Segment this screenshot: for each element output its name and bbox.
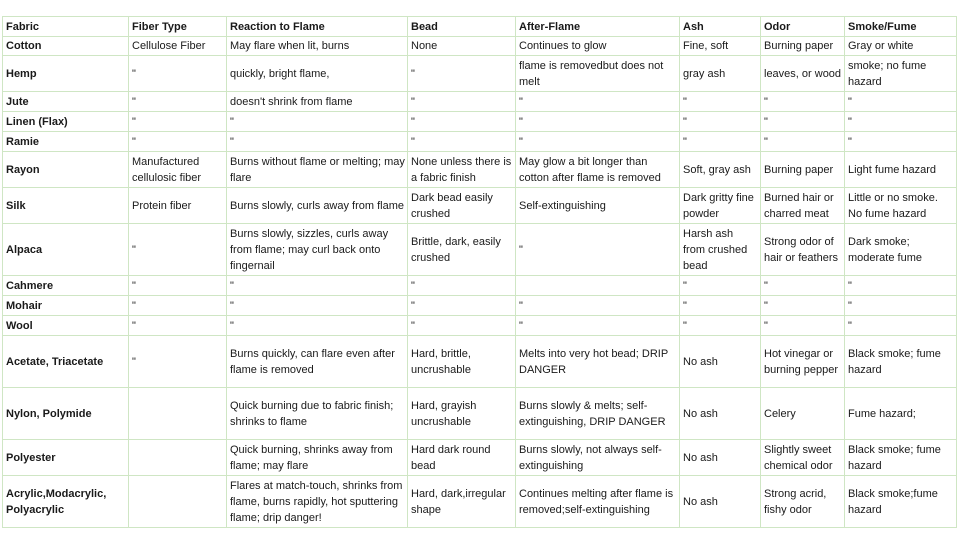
table-row (3, 112, 957, 132)
cell-smoke: " (845, 112, 957, 132)
cell-bead: Hard, grayish uncrushable (408, 388, 516, 440)
cell-reaction: " (227, 112, 408, 132)
cell-ash: No ash (680, 476, 761, 528)
cell-reaction: doesn't shrink from flame (227, 92, 408, 112)
cell-reaction: " (227, 276, 408, 296)
cell-fiber-type: " (129, 132, 227, 152)
cell-after-flame: Burns slowly, not always self-extinguishing (516, 440, 680, 476)
cell-fiber-type: " (129, 224, 227, 276)
cell-smoke: " (845, 316, 957, 336)
cell-smoke: Light fume hazard (845, 152, 957, 188)
cell-after-flame: flame is removedbut does not melt (516, 56, 680, 92)
cell-odor: " (761, 112, 845, 132)
cell-fabric: Cahmere (3, 276, 129, 296)
cell-smoke: smoke; no fume hazard (845, 56, 957, 92)
cell-reaction: Quick burning due to fabric finish; shrinks to flame (227, 388, 408, 440)
cell-after-flame: " (516, 112, 680, 132)
cell-after-flame: May glow a bit longer than cotton after flame is removed (516, 152, 680, 188)
cell-reaction: Burns slowly, sizzles, curls away from flame; may curl back onto fingernail (227, 224, 408, 276)
cell-smoke: " (845, 276, 957, 296)
cell-fabric: Alpaca (3, 224, 129, 276)
cell-reaction: Quick burning, shrinks away from flame; may flare (227, 440, 408, 476)
header-bead: Bead (408, 17, 516, 37)
cell-ash: " (680, 132, 761, 152)
cell-bead: None unless there is a fabric finish (408, 152, 516, 188)
header-odor: Odor (761, 17, 845, 37)
cell-fiber-type: Manufactured cellulosic fiber (129, 152, 227, 188)
cell-reaction: May flare when lit, burns (227, 37, 408, 56)
cell-bead: None (408, 37, 516, 56)
cell-smoke: " (845, 92, 957, 112)
table-row (3, 336, 957, 388)
cell-ash: " (680, 276, 761, 296)
cell-after-flame: Continues to glow (516, 37, 680, 56)
cell-smoke: Black smoke;fume hazard (845, 476, 957, 528)
cell-odor: Burning paper (761, 152, 845, 188)
cell-after-flame: " (516, 316, 680, 336)
cell-bead: " (408, 132, 516, 152)
cell-bead: Brittle, dark, easily crushed (408, 224, 516, 276)
cell-fiber-type: " (129, 296, 227, 316)
cell-ash: gray ash (680, 56, 761, 92)
table-row (3, 92, 957, 112)
cell-fabric: Cotton (3, 37, 129, 56)
cell-after-flame: " (516, 132, 680, 152)
cell-smoke: " (845, 132, 957, 152)
cell-fiber-type: Cellulose Fiber (129, 37, 227, 56)
cell-after-flame: " (516, 224, 680, 276)
cell-ash: No ash (680, 440, 761, 476)
cell-odor: Burned hair or charred meat (761, 188, 845, 224)
header-ash: Ash (680, 17, 761, 37)
cell-smoke: Little or no smoke. No fume hazard (845, 188, 957, 224)
header-after-flame: After-Flame (516, 17, 680, 37)
cell-fabric: Jute (3, 92, 129, 112)
cell-smoke: " (845, 296, 957, 316)
cell-ash: No ash (680, 388, 761, 440)
header-row (3, 17, 957, 37)
header-fiber-type: Fiber Type (129, 17, 227, 37)
cell-after-flame: Continues melting after flame is removed;self-extinguishing (516, 476, 680, 528)
table-row (3, 440, 957, 476)
cell-fiber-type: " (129, 56, 227, 92)
cell-reaction: " (227, 296, 408, 316)
cell-fabric: Hemp (3, 56, 129, 92)
cell-after-flame: Melts into very hot bead; DRIP DANGER (516, 336, 680, 388)
cell-bead: " (408, 56, 516, 92)
cell-reaction: " (227, 132, 408, 152)
cell-fabric: Acrylic,Modacrylic, Polyacrylic (3, 476, 129, 528)
cell-after-flame: " (516, 296, 680, 316)
cell-smoke: Fume hazard; (845, 388, 957, 440)
table-row (3, 224, 957, 276)
cell-reaction: Burns without flame or melting; may flare (227, 152, 408, 188)
cell-reaction: quickly, bright flame, (227, 56, 408, 92)
cell-fabric: Polyester (3, 440, 129, 476)
cell-odor: Strong odor of hair or feathers (761, 224, 845, 276)
cell-fiber-type (129, 440, 227, 476)
cell-ash: Fine, soft (680, 37, 761, 56)
cell-odor: " (761, 132, 845, 152)
cell-odor: " (761, 276, 845, 296)
cell-reaction: " (227, 316, 408, 336)
cell-after-flame: " (516, 92, 680, 112)
cell-bead: " (408, 112, 516, 132)
cell-bead: " (408, 92, 516, 112)
table-row (3, 132, 957, 152)
cell-odor: " (761, 316, 845, 336)
cell-ash: No ash (680, 336, 761, 388)
cell-odor: Burning paper (761, 37, 845, 56)
table-row (3, 276, 957, 296)
cell-bead: Hard, brittle, uncrushable (408, 336, 516, 388)
cell-odor: leaves, or wood (761, 56, 845, 92)
cell-after-flame: Burns slowly & melts; self-extinguishing, DRIP DANGER (516, 388, 680, 440)
cell-smoke: Gray or white (845, 37, 957, 56)
cell-fiber-type: " (129, 336, 227, 388)
header-fabric: Fabric (3, 17, 129, 37)
table-row (3, 316, 957, 336)
cell-reaction: Flares at match-touch, shrinks from flame, burns rapidly, hot sputtering flame; drip danger! (227, 476, 408, 528)
cell-bead: Hard dark round bead (408, 440, 516, 476)
table-row (3, 296, 957, 316)
cell-after-flame (516, 276, 680, 296)
header-reaction-to-flame: Reaction to Flame (227, 17, 408, 37)
table-row (3, 152, 957, 188)
cell-odor: " (761, 296, 845, 316)
table-row (3, 388, 957, 440)
cell-fiber-type: " (129, 276, 227, 296)
cell-odor: Strong acrid, fishy odor (761, 476, 845, 528)
cell-fabric: Silk (3, 188, 129, 224)
cell-odor: " (761, 92, 845, 112)
cell-odor: Hot vinegar or burning pepper (761, 336, 845, 388)
cell-reaction: Burns quickly, can flare even after flame is removed (227, 336, 408, 388)
cell-fabric: Linen (Flax) (3, 112, 129, 132)
table-row (3, 37, 957, 56)
cell-fabric: Ramie (3, 132, 129, 152)
cell-fiber-type: Protein fiber (129, 188, 227, 224)
cell-fabric: Wool (3, 316, 129, 336)
fabric-burn-test-table (2, 16, 957, 528)
cell-reaction: Burns slowly, curls away from flame (227, 188, 408, 224)
cell-odor: Slightly sweet chemical odor (761, 440, 845, 476)
cell-fiber-type (129, 388, 227, 440)
cell-fiber-type: " (129, 92, 227, 112)
cell-ash: " (680, 92, 761, 112)
cell-fiber-type (129, 476, 227, 528)
cell-fabric: Mohair (3, 296, 129, 316)
cell-smoke: Black smoke; fume hazard (845, 440, 957, 476)
cell-ash: " (680, 112, 761, 132)
cell-bead: " (408, 276, 516, 296)
cell-fiber-type: " (129, 112, 227, 132)
cell-smoke: Dark smoke; moderate fume (845, 224, 957, 276)
cell-fiber-type: " (129, 316, 227, 336)
table-row (3, 56, 957, 92)
cell-smoke: Black smoke; fume hazard (845, 336, 957, 388)
cell-after-flame: Self-extinguishing (516, 188, 680, 224)
cell-ash: " (680, 316, 761, 336)
table-row (3, 188, 957, 224)
cell-fabric: Acetate, Triacetate (3, 336, 129, 388)
cell-ash: Dark gritty fine powder (680, 188, 761, 224)
header-smoke-fume: Smoke/Fume (845, 17, 957, 37)
cell-fabric: Nylon, Polymide (3, 388, 129, 440)
cell-bead: " (408, 296, 516, 316)
cell-bead: Hard, dark,irregular shape (408, 476, 516, 528)
cell-ash: " (680, 296, 761, 316)
cell-fabric: Rayon (3, 152, 129, 188)
cell-ash: Harsh ash from crushed bead (680, 224, 761, 276)
cell-odor: Celery (761, 388, 845, 440)
cell-bead: Dark bead easily crushed (408, 188, 516, 224)
cell-ash: Soft, gray ash (680, 152, 761, 188)
table-row (3, 476, 957, 528)
cell-bead: " (408, 316, 516, 336)
